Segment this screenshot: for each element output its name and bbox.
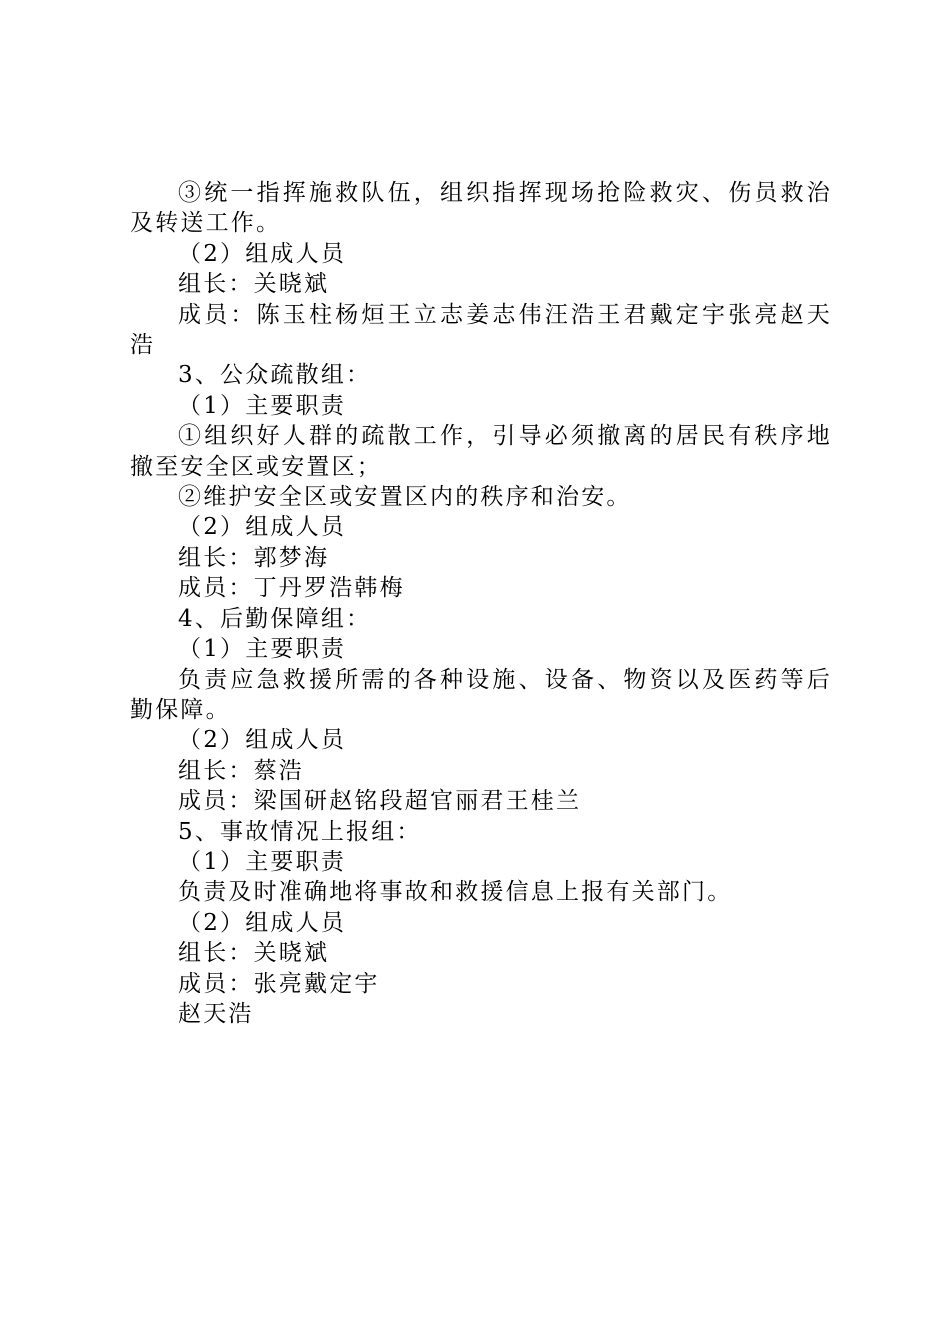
paragraph-duty-1: ①组织好人群的疏散工作，引导必须撤离的居民有秩序地撤至安全区或安置区； xyxy=(130,423,832,480)
paragraph-members-continued: 赵天浩 xyxy=(178,1000,254,1027)
paragraph-members-heading: （2）组成人员 xyxy=(178,240,347,267)
paragraph-members-heading: （2）组成人员 xyxy=(178,727,347,754)
paragraph-duty: 负责应急救援所需的各种设施、设备、物资以及医药等后勤保障。 xyxy=(130,666,832,723)
paragraph-leader: 组长：关晓斌 xyxy=(178,940,330,967)
section-heading-reporting: 5、事故情况上报组： xyxy=(178,818,422,845)
paragraph-leader: 组长：关晓斌 xyxy=(178,271,330,298)
paragraph-members: 成员：陈玉柱杨烜王立志姜志伟汪浩王君戴定宇张亮赵天浩 xyxy=(130,301,832,359)
paragraph-members-heading: （2）组成人员 xyxy=(178,514,347,541)
document-body xyxy=(130,178,832,1029)
paragraph-duty-2: ②维护安全区或安置区内的秩序和治安。 xyxy=(178,484,632,511)
section-heading-logistics: 4、后勤保障组： xyxy=(178,605,372,632)
section-heading-evacuation: 3、公众疏散组： xyxy=(178,362,372,389)
paragraph-members: 成员：张亮戴定宇 xyxy=(178,970,380,997)
paragraph-members-heading: （2）组成人员 xyxy=(178,909,347,936)
paragraph-duties-heading: （1）主要职责 xyxy=(178,636,347,663)
paragraph-duties-heading: （1）主要职责 xyxy=(178,392,347,419)
paragraph-duty: 负责及时准确地将事故和救援信息上报有关部门。 xyxy=(178,879,733,906)
paragraph-duty-3: ③统一指挥施救队伍，组织指挥现场抢险救灾、伤员救治及转送工作。 xyxy=(130,180,832,237)
paragraph-leader: 组长：蔡浩 xyxy=(178,757,304,784)
paragraph-members: 成员：丁丹罗浩韩梅 xyxy=(178,575,405,602)
paragraph-leader: 组长：郭梦海 xyxy=(178,544,330,571)
paragraph-members: 成员：梁国研赵铭段超官丽君王桂兰 xyxy=(178,788,582,815)
paragraph-duties-heading: （1）主要职责 xyxy=(178,848,347,875)
